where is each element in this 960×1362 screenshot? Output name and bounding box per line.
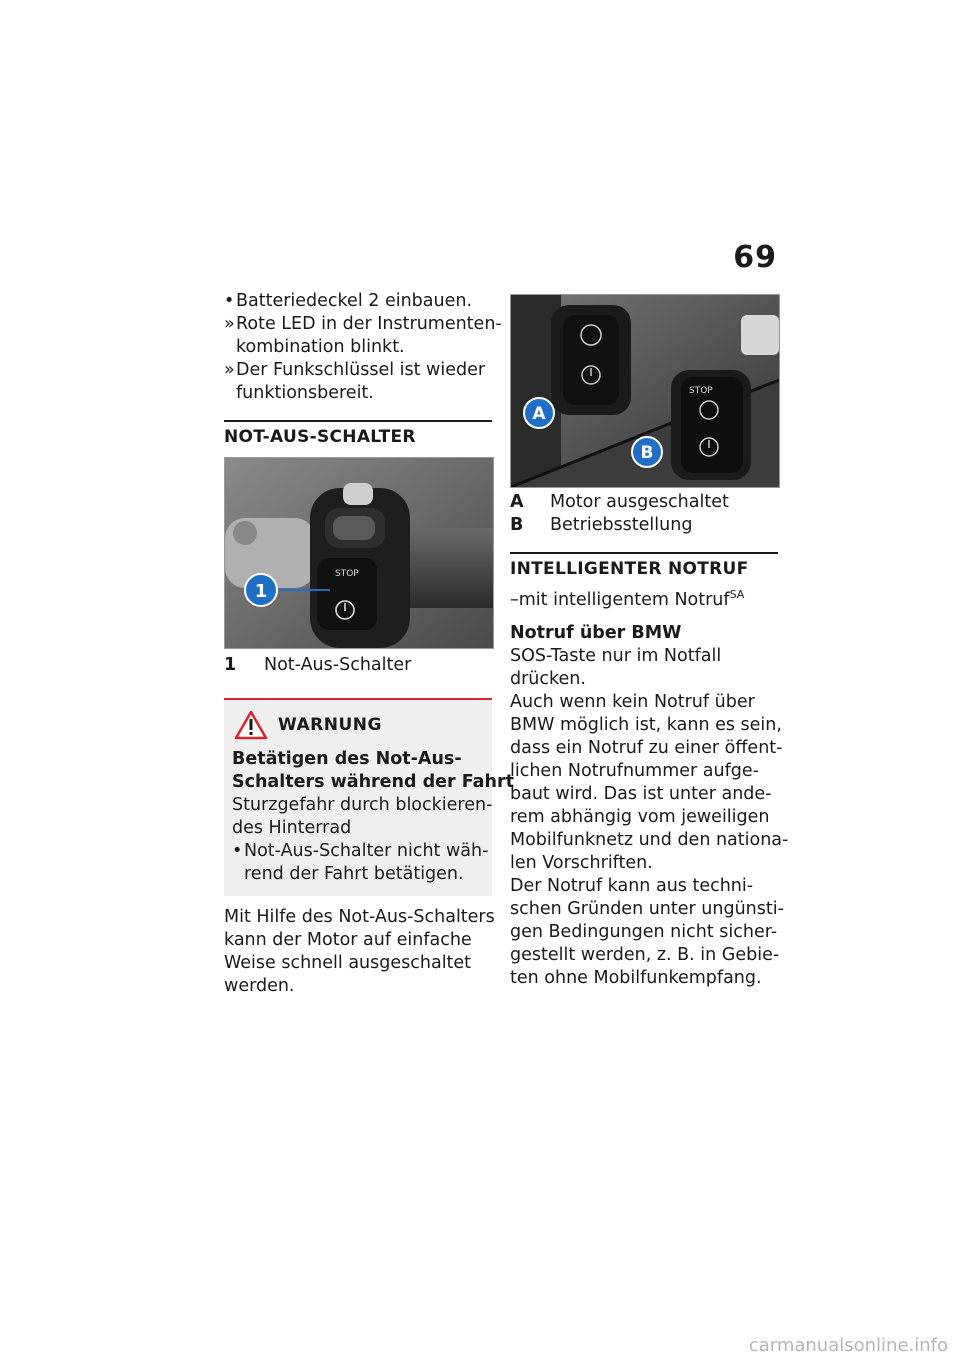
stop-label: STOP [689, 386, 713, 396]
warning-subtitle: Schalters während der Fahrt [232, 772, 514, 792]
left-column [224, 290, 514, 998]
stop-label: STOP [335, 569, 359, 579]
svg-text:B: B [640, 443, 654, 463]
svg-text:A: A [532, 404, 546, 424]
warning-header [234, 710, 484, 740]
page-number: 69 [733, 240, 777, 275]
figure-not-aus-schalter [224, 457, 494, 649]
right-column [510, 294, 789, 990]
subheading-notruf-bmw: Notruf über BMW [510, 623, 682, 643]
section-divider [224, 420, 492, 422]
warning-body: des Hinterrad [232, 818, 352, 838]
figure-caption: 1 Not-Aus-Schalter [224, 655, 412, 675]
warning-title: WARNUNG [278, 715, 382, 735]
switch-positions-illustration [511, 295, 779, 487]
result-item-continued: kombination blinkt. [236, 337, 405, 357]
caption-row: B Betriebsstellung [510, 515, 693, 535]
warning-body: Sturzgefahr durch blockieren- [232, 795, 493, 815]
warning-subtitle: Betätigen des Not-Aus- [232, 749, 462, 769]
step-list [224, 290, 502, 405]
result-item: » Der Funkschlüssel ist wieder [224, 360, 486, 380]
section-divider [510, 552, 778, 554]
warning-box [224, 698, 514, 896]
paragraph-notruf: SOS-Taste nur im Notfall drücken. Auch wenn kein Notruf über BMW möglich ist, kann es sein, dass ein Notruf zu einer öffent- lichen Notrufnummer aufge- baut wird. Das ist unter ande- rem abhängig vom jeweiligen Mobilfunknetz und den nationa- len Vorschriften. Der Notruf kann aus techni- schen Gründen unter ungünsti- gen Bedingungen nicht sicher- gestellt werden, z. B. in Gebie- ten ohne Mobilfunkempfang. [510, 646, 789, 988]
step-item: • Batteriedeckel 2 einbauen. [224, 291, 473, 311]
figure-switch-positions [510, 294, 780, 488]
warning-bullet-continued: rend der Fahrt betätigen. [244, 864, 464, 884]
equipment-note: –mit intelligentem Notruf$^{SA}$ [510, 588, 745, 610]
caption-row: A Motor ausgeschaltet [510, 492, 729, 512]
paragraph-not-aus: Mit Hilfe des Not-Aus-Schalters kann der Motor auf einfache Weise schnell ausgeschaltet werden. [224, 907, 495, 996]
figure-captions [510, 491, 780, 537]
result-item: » Rote LED in der Instrumenten- [224, 314, 502, 334]
watermark-link[interactable]: carmanualsonline.info [748, 1335, 948, 1356]
section-title-not-aus: NOT-AUS-SCHALTER [224, 427, 416, 447]
section-title-notruf: INTELLIGENTER NOTRUF [510, 559, 749, 579]
warning-triangle-icon [234, 710, 268, 740]
handlebar-switch-illustration [225, 458, 493, 648]
result-item-continued: funktionsbereit. [236, 383, 374, 403]
warning-bullet: • Not-Aus-Schalter nicht wäh- [232, 841, 489, 861]
svg-text:1: 1 [254, 581, 268, 602]
